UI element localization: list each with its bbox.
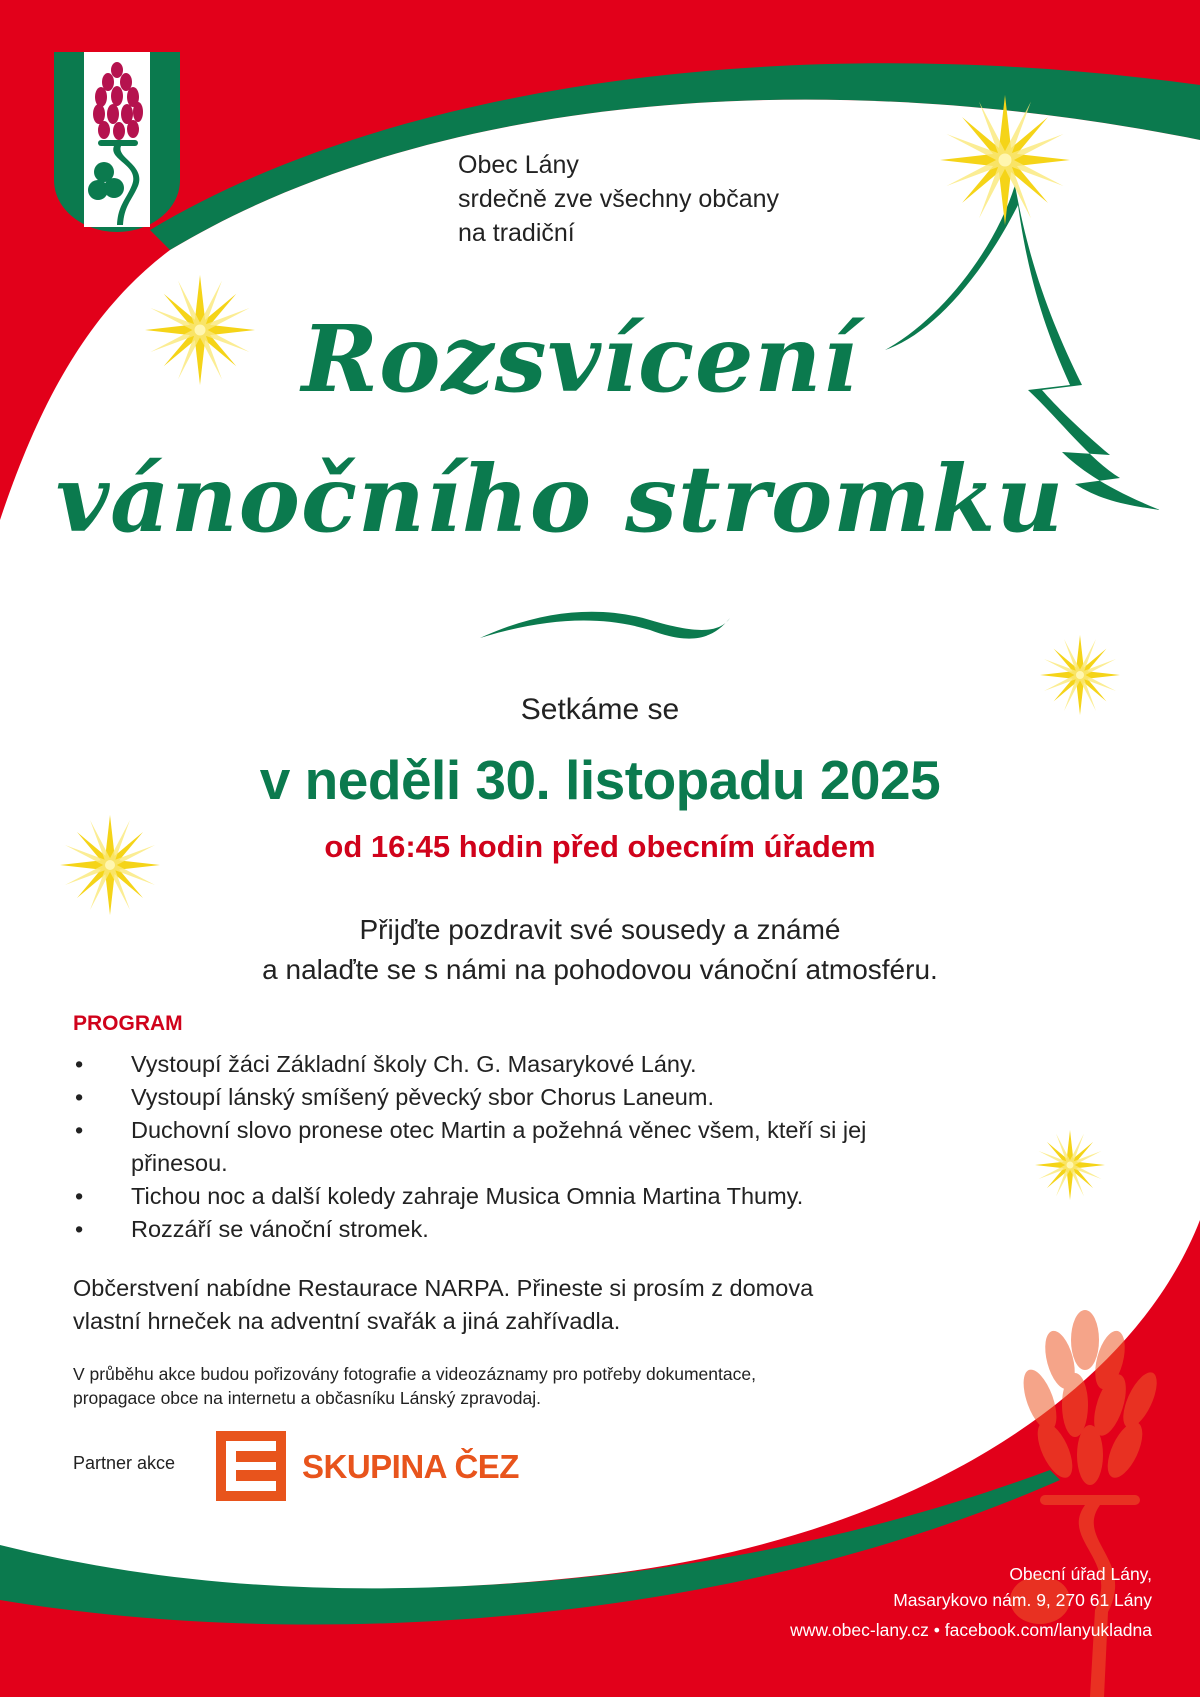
photo-notice: V průběhu akce budou pořizovány fotografie a videozáznamy pro potřeby dokumentace, propagace obce na internetu a občasníku Lánský zpravodaj. <box>73 1364 756 1408</box>
program-heading: PROGRAM <box>73 1012 183 1035</box>
refreshments-text: Občerstvení nabídne Restaurace NARPA. Přineste si prosím z domova vlastní hrneček na adventní svařák a jiná zahřívadla. <box>73 1275 814 1334</box>
program-item: • Rozzáří se vánoční stromek. <box>73 1213 1031 1246</box>
program-item: • Vystoupí lánský smíšený pěvecký sbor Chorus Laneum. <box>73 1081 1031 1114</box>
title-line-2: vánočního stromku <box>55 445 1065 553</box>
bullet-icon: • <box>75 1117 84 1143</box>
clover-coat-of-arms-icon <box>54 52 180 232</box>
intro-text <box>458 148 779 250</box>
partner-label: Partner akce <box>73 1453 176 1473</box>
program-list <box>73 1048 1031 1246</box>
footer-address <box>893 1561 1152 1613</box>
bullet-icon: • <box>75 1084 84 1110</box>
partner-name: SKUPINA ČEZ <box>302 1448 519 1485</box>
intro-line-municipality: Obec Lány <box>458 151 579 179</box>
intro-line-invite: srdečně zve všechny občany <box>458 185 780 213</box>
website-link[interactable]: www.obec-lany.cz <box>790 1620 929 1640</box>
meet-text: Setkáme se <box>520 693 680 726</box>
separator: • <box>933 1620 940 1640</box>
bullet-icon: • <box>75 1216 84 1242</box>
program-item: • Duchovní slovo pronese otec Martin a požehná věnec všem, kteří si jej přinesou. <box>73 1114 891 1180</box>
event-date: v neděli 30. listopadu 2025 <box>259 749 941 811</box>
bullet-icon: • <box>75 1183 84 1209</box>
title-line-1: Rozsvícení <box>301 305 859 413</box>
footer-street: Masarykovo nám. 9, 270 61 Lány <box>893 1590 1152 1610</box>
bullet-icon: • <box>75 1051 84 1077</box>
event-time-place: od 16:45 hodin před obecním úřadem <box>324 829 876 864</box>
intro-line-traditional: na tradiční <box>458 219 575 247</box>
cez-logo-icon <box>216 1431 286 1501</box>
footer-office: Obecní úřad Lány, <box>1009 1564 1152 1584</box>
invite-line-2: a nalaďte se s námi na pohodovou vánoční atmosféru. <box>262 954 938 985</box>
invite-line-1: Přijďte pozdravit své sousedy a známé <box>359 914 841 945</box>
invite-text <box>0 910 1200 990</box>
program-item: • Vystoupí žáci Základní školy Ch. G. Masarykové Lány. <box>73 1048 1031 1081</box>
footer-links <box>790 1620 1152 1641</box>
facebook-link[interactable]: facebook.com/lanyukladna <box>944 1620 1152 1640</box>
program-item: • Tichou noc a další koledy zahraje Musica Omnia Martina Thumy. <box>73 1180 1031 1213</box>
